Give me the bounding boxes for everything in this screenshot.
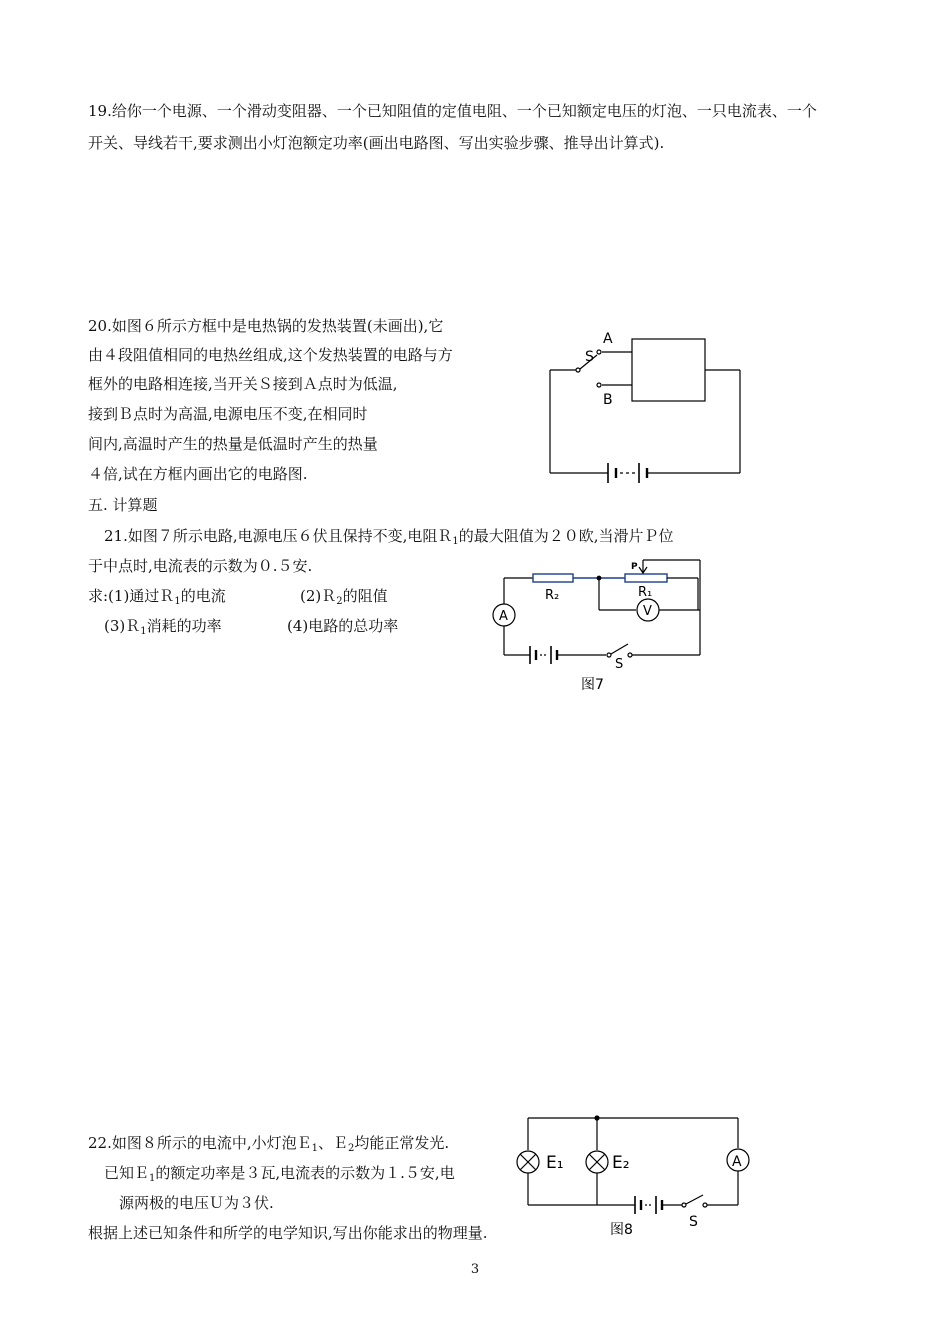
q21-ask-3: (3)Ｒ$_1$消耗的功率: [104, 617, 222, 637]
p-label: P: [631, 562, 638, 572]
label-s: S: [585, 349, 594, 365]
q20-line-2: 由４段阻值相同的电热丝组成,这个发热装置的电路与方: [88, 346, 453, 364]
r1-label: R₁: [638, 585, 653, 600]
q20-line-5: 间内,高温时产生的热量是低温时产生的热量: [88, 435, 378, 453]
rheostat-r1: [625, 574, 667, 582]
q20-line-4: 接到Ｂ点时为高温,电源电压不变,在相同时: [88, 405, 368, 423]
q22-line-4: 根据上述已知条件和所学的电学知识,写出你能求出的物理量.: [88, 1224, 488, 1242]
q19-line-2: 开关、导线若干,要求测出小灯泡额定功率(画出电路图、写出实验步骤、推导出计算式).: [88, 134, 665, 152]
figure-6-circuit: [540, 325, 750, 490]
q20-line-1: 20.如图６所示方框中是电热锅的发热装置(未画出),它: [88, 317, 444, 335]
page-number: 3: [470, 1262, 480, 1277]
s-label: S: [615, 657, 624, 672]
q20-line-6: ４倍,试在方框内画出它的电路图.: [88, 465, 308, 483]
s-label-8: S: [689, 1214, 698, 1230]
resistor-r2: [533, 574, 573, 582]
ammeter-8-label: A: [732, 1154, 742, 1170]
q21-ask-1: 求:(1)通过Ｒ$_1$的电流: [88, 587, 226, 607]
q21-ask-2: (2)Ｒ$_2$的阻值: [300, 587, 388, 607]
label-b: B: [603, 392, 613, 408]
e2-label: E₂: [612, 1153, 630, 1173]
figure-8-caption: 图8: [610, 1222, 633, 1238]
figure-8-circuit: [510, 1110, 750, 1240]
ammeter-label: A: [499, 609, 508, 624]
q22-line-3: 源两极的电压Ｕ为３伏.: [119, 1194, 274, 1212]
q21-ask-4: (4)电路的总功率: [287, 617, 399, 635]
figure-7-caption: 图7: [581, 677, 604, 693]
q20-line-3: 框外的电路相连接,当开关Ｓ接到Ａ点时为低温,: [88, 375, 398, 393]
figure-7-circuit: [488, 555, 713, 700]
heater-box: [632, 339, 705, 401]
voltmeter-label: V: [643, 604, 652, 619]
q22-line-1: 22.如图８所示的电流中,小灯泡Ｅ$_1$、Ｅ$_2$均能正常发光.: [88, 1134, 450, 1154]
q22-line-2: 已知Ｅ$_1$的额定功率是３瓦,电流表的示数为１.５安,电: [104, 1164, 455, 1184]
r2-label: R₂: [545, 588, 560, 603]
q19-line-1: 19.给你一个电源、一个滑动变阻器、一个已知阻值的定值电阻、一个已知额定电压的灯泡、一只电流表、一个: [88, 102, 817, 120]
q21-line-1: 21.如图７所示电路,电源电压６伏且保持不变,电阻Ｒ$_1$的最大阻值为２０欧,当滑片Ｐ位: [104, 527, 674, 547]
e1-label: E₁: [546, 1153, 564, 1173]
section-5-title: 五. 计算题: [88, 496, 158, 514]
q21-line-2: 于中点时,电流表的示数为０.５安.: [88, 557, 313, 575]
label-a: A: [603, 331, 613, 347]
